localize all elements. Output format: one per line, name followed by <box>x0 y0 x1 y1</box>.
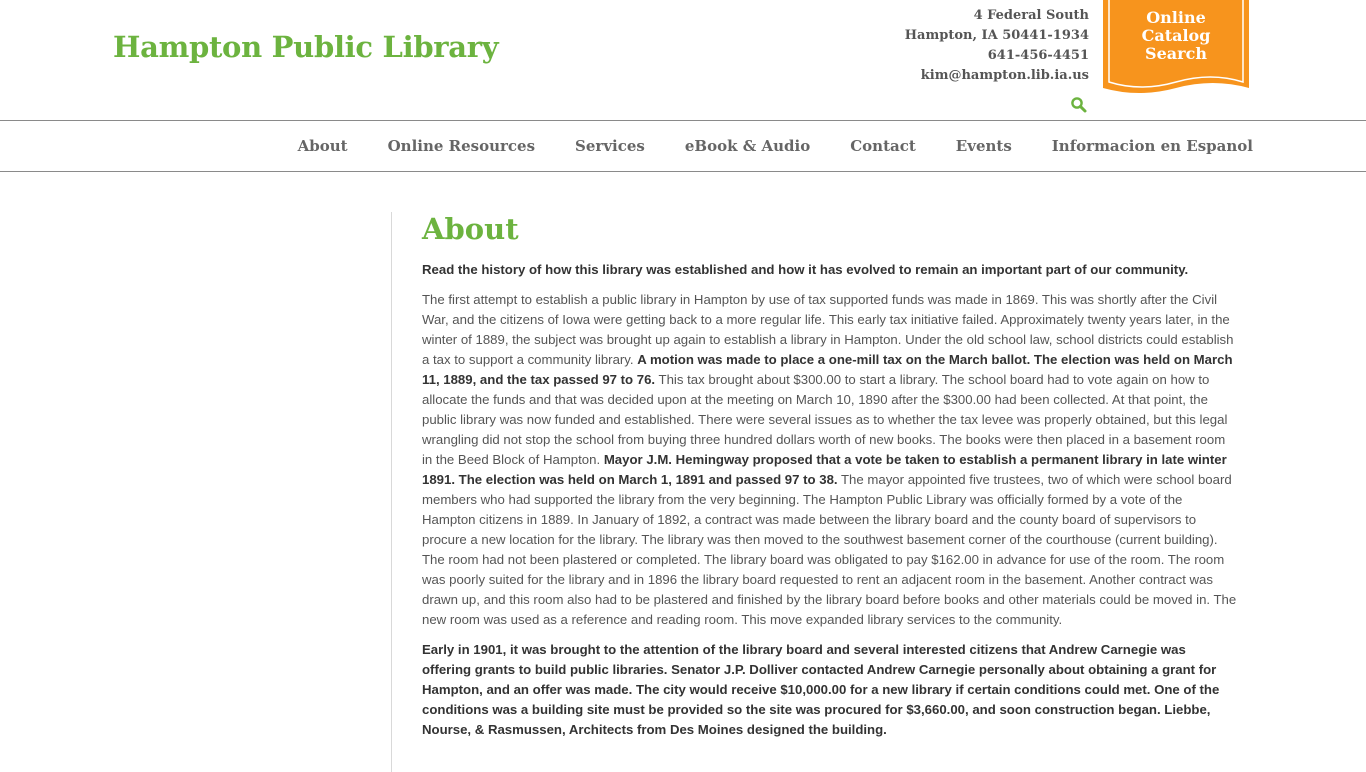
email-link[interactable]: kim@hampton.lib.ia.us <box>920 68 1089 83</box>
history-paragraph-1 <box>422 290 1238 630</box>
main-content <box>422 210 1238 750</box>
history-text: This tax brought about $300.00 to start a library. The school board had to vote again on how to allocate the funds and that was decided upon at the meeting on March 10, 1890 after the $300.00 had been collected. At that point, the public library was now funded and established. There were several issues as to whether the tax levee was properly obtained, but this legal wrangling did not stop the school from buying three hundred dollars worth of new books. The books were then placed in a basement room in the Beed Block of Hampton. <box>422 372 1228 467</box>
intro-paragraph: Read the history of how this library was established and how it has evolved to remain an important part of our community. <box>422 262 1189 277</box>
address-line-2: Hampton, IA 50441-1934 <box>904 28 1089 43</box>
search-icon[interactable] <box>1070 96 1088 114</box>
catalog-label-line-3: Search <box>1145 44 1207 63</box>
online-catalog-search-button[interactable] <box>1103 0 1249 96</box>
nav-item-online-resources[interactable]: Online Resources <box>387 137 536 155</box>
page-title: About <box>422 212 519 246</box>
history-highlight: A motion was made to place a one-mill tax on the March ballot. The election was held on March 11, 1889, and the tax passed 97 to 76. <box>422 352 1233 387</box>
catalog-label-line-1: Online <box>1146 8 1206 27</box>
nav-item-contact[interactable]: Contact <box>850 137 916 155</box>
nav-item-ebook-audio[interactable]: eBook & Audio <box>684 137 811 155</box>
history-text: The mayor appointed five trustees, two of which were school board members who had supported the library from the very beginning. The Hampton Public Library was officially formed by a vote of the Hampton citizens in 1889. In January of 1892, a contract was made between the library board and the county board of supervisors to procure a new location for the library. The library was then moved to the southwest basement corner of the courthouse (current building). The room had not been plastered or completed. The library board was obligated to pay $162.00 in advance for use of the room. The room was poorly suited for the library and in 1896 the library board requested to rent an adjacent room in the basement. Another contract was drawn up, and this room also had to be plastered and finished by the library board before books and other materials could be moved in. The new room was used as a reference and reading room. This move expanded library services to the community. <box>422 472 1237 627</box>
phone-number[interactable]: 641-456-4451 <box>987 48 1089 63</box>
site-title[interactable]: Hampton Public Library <box>113 30 499 64</box>
nav-item-services[interactable]: Services <box>575 137 645 155</box>
nav-item-informacion-en-espanol[interactable]: Informacion en Espanol <box>1051 137 1253 155</box>
sidebar-divider <box>391 212 392 772</box>
catalog-label-line-2: Catalog <box>1141 26 1211 45</box>
history-highlight: Mayor J.M. Hemingway proposed that a vote be taken to establish a permanent library in late winter 1891. The election was held on March 1, 1891 and passed 97 to 38. <box>422 452 1227 487</box>
main-navigation <box>0 120 1366 172</box>
history-paragraph-2: Early in 1901, it was brought to the attention of the library board and several interested citizens that Andrew Carnegie was offering grants to build public libraries. Senator J.P. Dolliver contacted Andrew Carnegie personally about obtaining a grant for Hampton, and an offer was made. The city would receive $10,000.00 for a new library if certain conditions could met. One of the conditions was a building site must be provided so the site was procured for $3,660.00, and soon construction began. Liebbe, Nourse, & Rasmussen, Architects from Des Moines designed the building. <box>422 642 1220 737</box>
history-text: The first attempt to establish a public library in Hampton by use of tax supported funds was made in 1869. This was shortly after the Civil War, and the citizens of Iowa were getting back to a more regular life. This early tax initiative failed. Approximately twenty years later, in the winter of 1889, the subject was brought up again to establish a library in Hampton. Under the old school law, school districts could establish a tax to support a community library. <box>422 292 1234 367</box>
address-line-1: 4 Federal South <box>973 8 1089 23</box>
nav-item-events[interactable]: Events <box>955 137 1012 155</box>
contact-info <box>905 6 1089 86</box>
nav-item-about[interactable]: About <box>297 137 348 155</box>
catalog-label <box>1103 9 1249 63</box>
